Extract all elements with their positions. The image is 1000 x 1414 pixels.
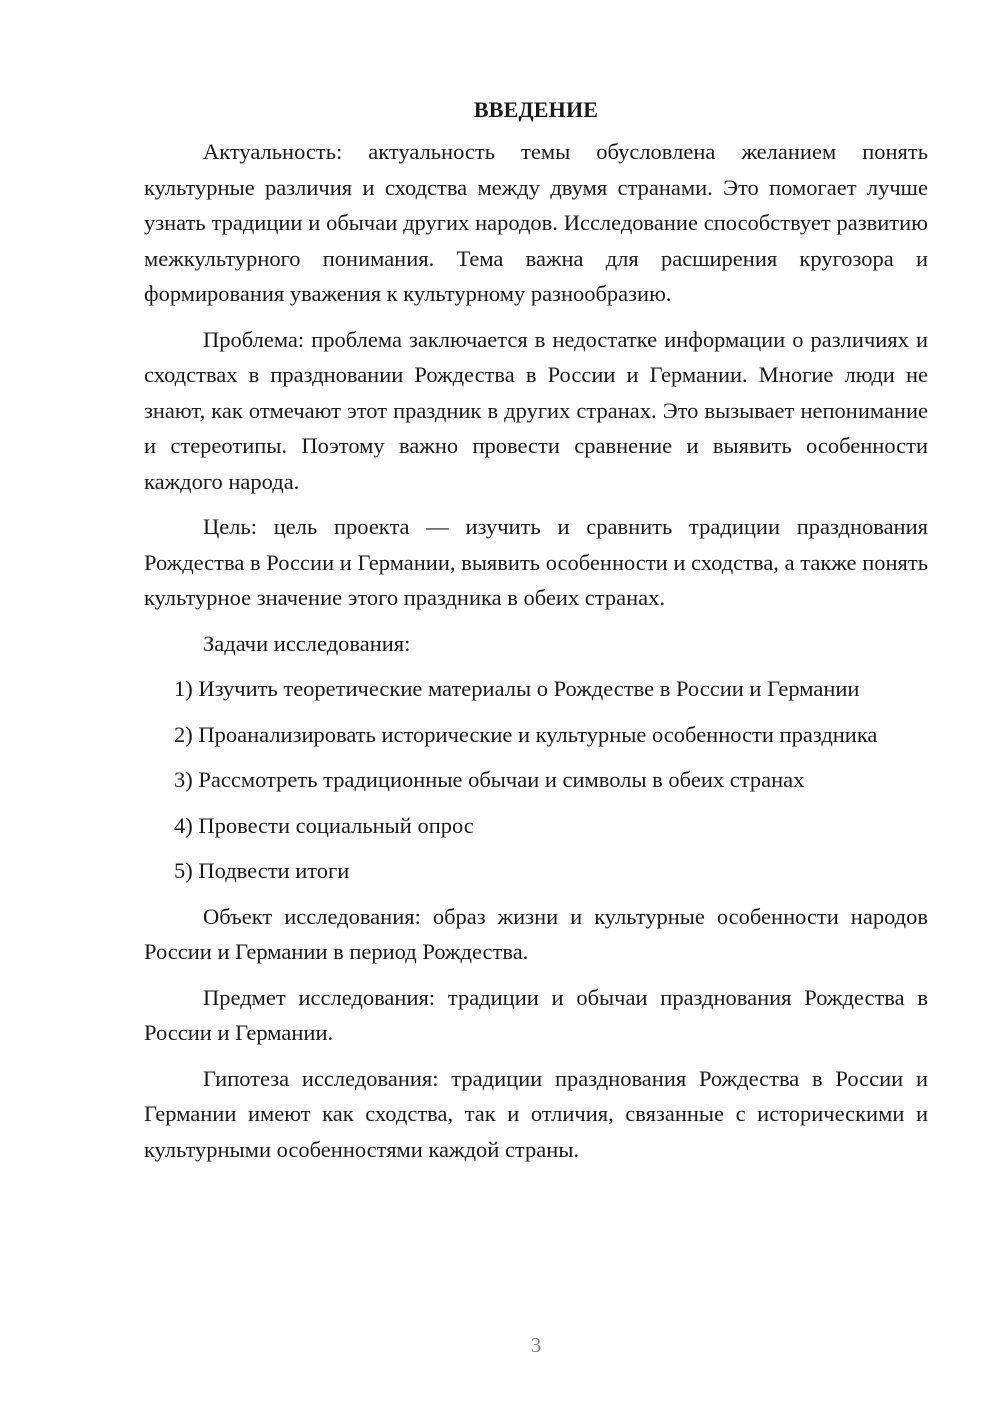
object-paragraph: Объект исследования: образ жизни и культурные особенности народов России и Германии в период Рождества. bbox=[144, 903, 928, 964]
task-item: 2) Проанализировать исторические и культурные особенности праздника bbox=[174, 721, 878, 747]
hypothesis-paragraph: Гипотеза исследования: традиции празднования Рождества в России и Германии имеют как сходства, так и отличия, связанные с историческими и культурными особенностями каждой страны. bbox=[144, 1065, 928, 1162]
tasks-list bbox=[144, 671, 928, 889]
goal-paragraph: Цель: цель проекта — изучить и сравнить традиции празднования Рождества в России и Германии, выявить особенности и сходства, а также понять культурное значение этого праздника в обеих странах. bbox=[144, 514, 928, 610]
task-item: 4) Провести социальный опрос bbox=[174, 812, 474, 838]
page-number: 3 bbox=[530, 1333, 542, 1357]
subject-paragraph: Предмет исследования: традиции и обычаи празднования Рождества в России и Германии. bbox=[144, 984, 928, 1045]
task-item: 3) Рассмотреть традиционные обычаи и символы в обеих странах bbox=[174, 767, 805, 792]
relevance-paragraph: Актуальность: актуальность темы обусловлена желанием понять культурные различия и сходства между двумя странами. Это помогает лучше узнать традиции и обычаи других народов. Исследование способствует развитию межкультурного понимания. Тема важна для расширения кругозора и формирования уважения к культурному разнообразию. bbox=[144, 139, 928, 306]
problem-paragraph: Проблема: проблема заключается в недостатке информации о различиях и сходствах в праздновании Рождества в России и Германии. Многие люди не знают, как отмечают этот праздник в других странах. Это вызывает непонимание и стереотипы. Поэтому важно провести сравнение и выявить особенности каждого народа. bbox=[144, 326, 928, 494]
section-heading: ВВЕДЕНИЕ bbox=[473, 97, 599, 122]
task-item: 5) Подвести итоги bbox=[174, 858, 350, 883]
tasks-intro: Задачи исследования: bbox=[203, 630, 411, 656]
task-item: 1) Изучить теоретические материалы о Рождестве в России и Германии bbox=[174, 676, 860, 701]
page-content bbox=[144, 94, 928, 1177]
